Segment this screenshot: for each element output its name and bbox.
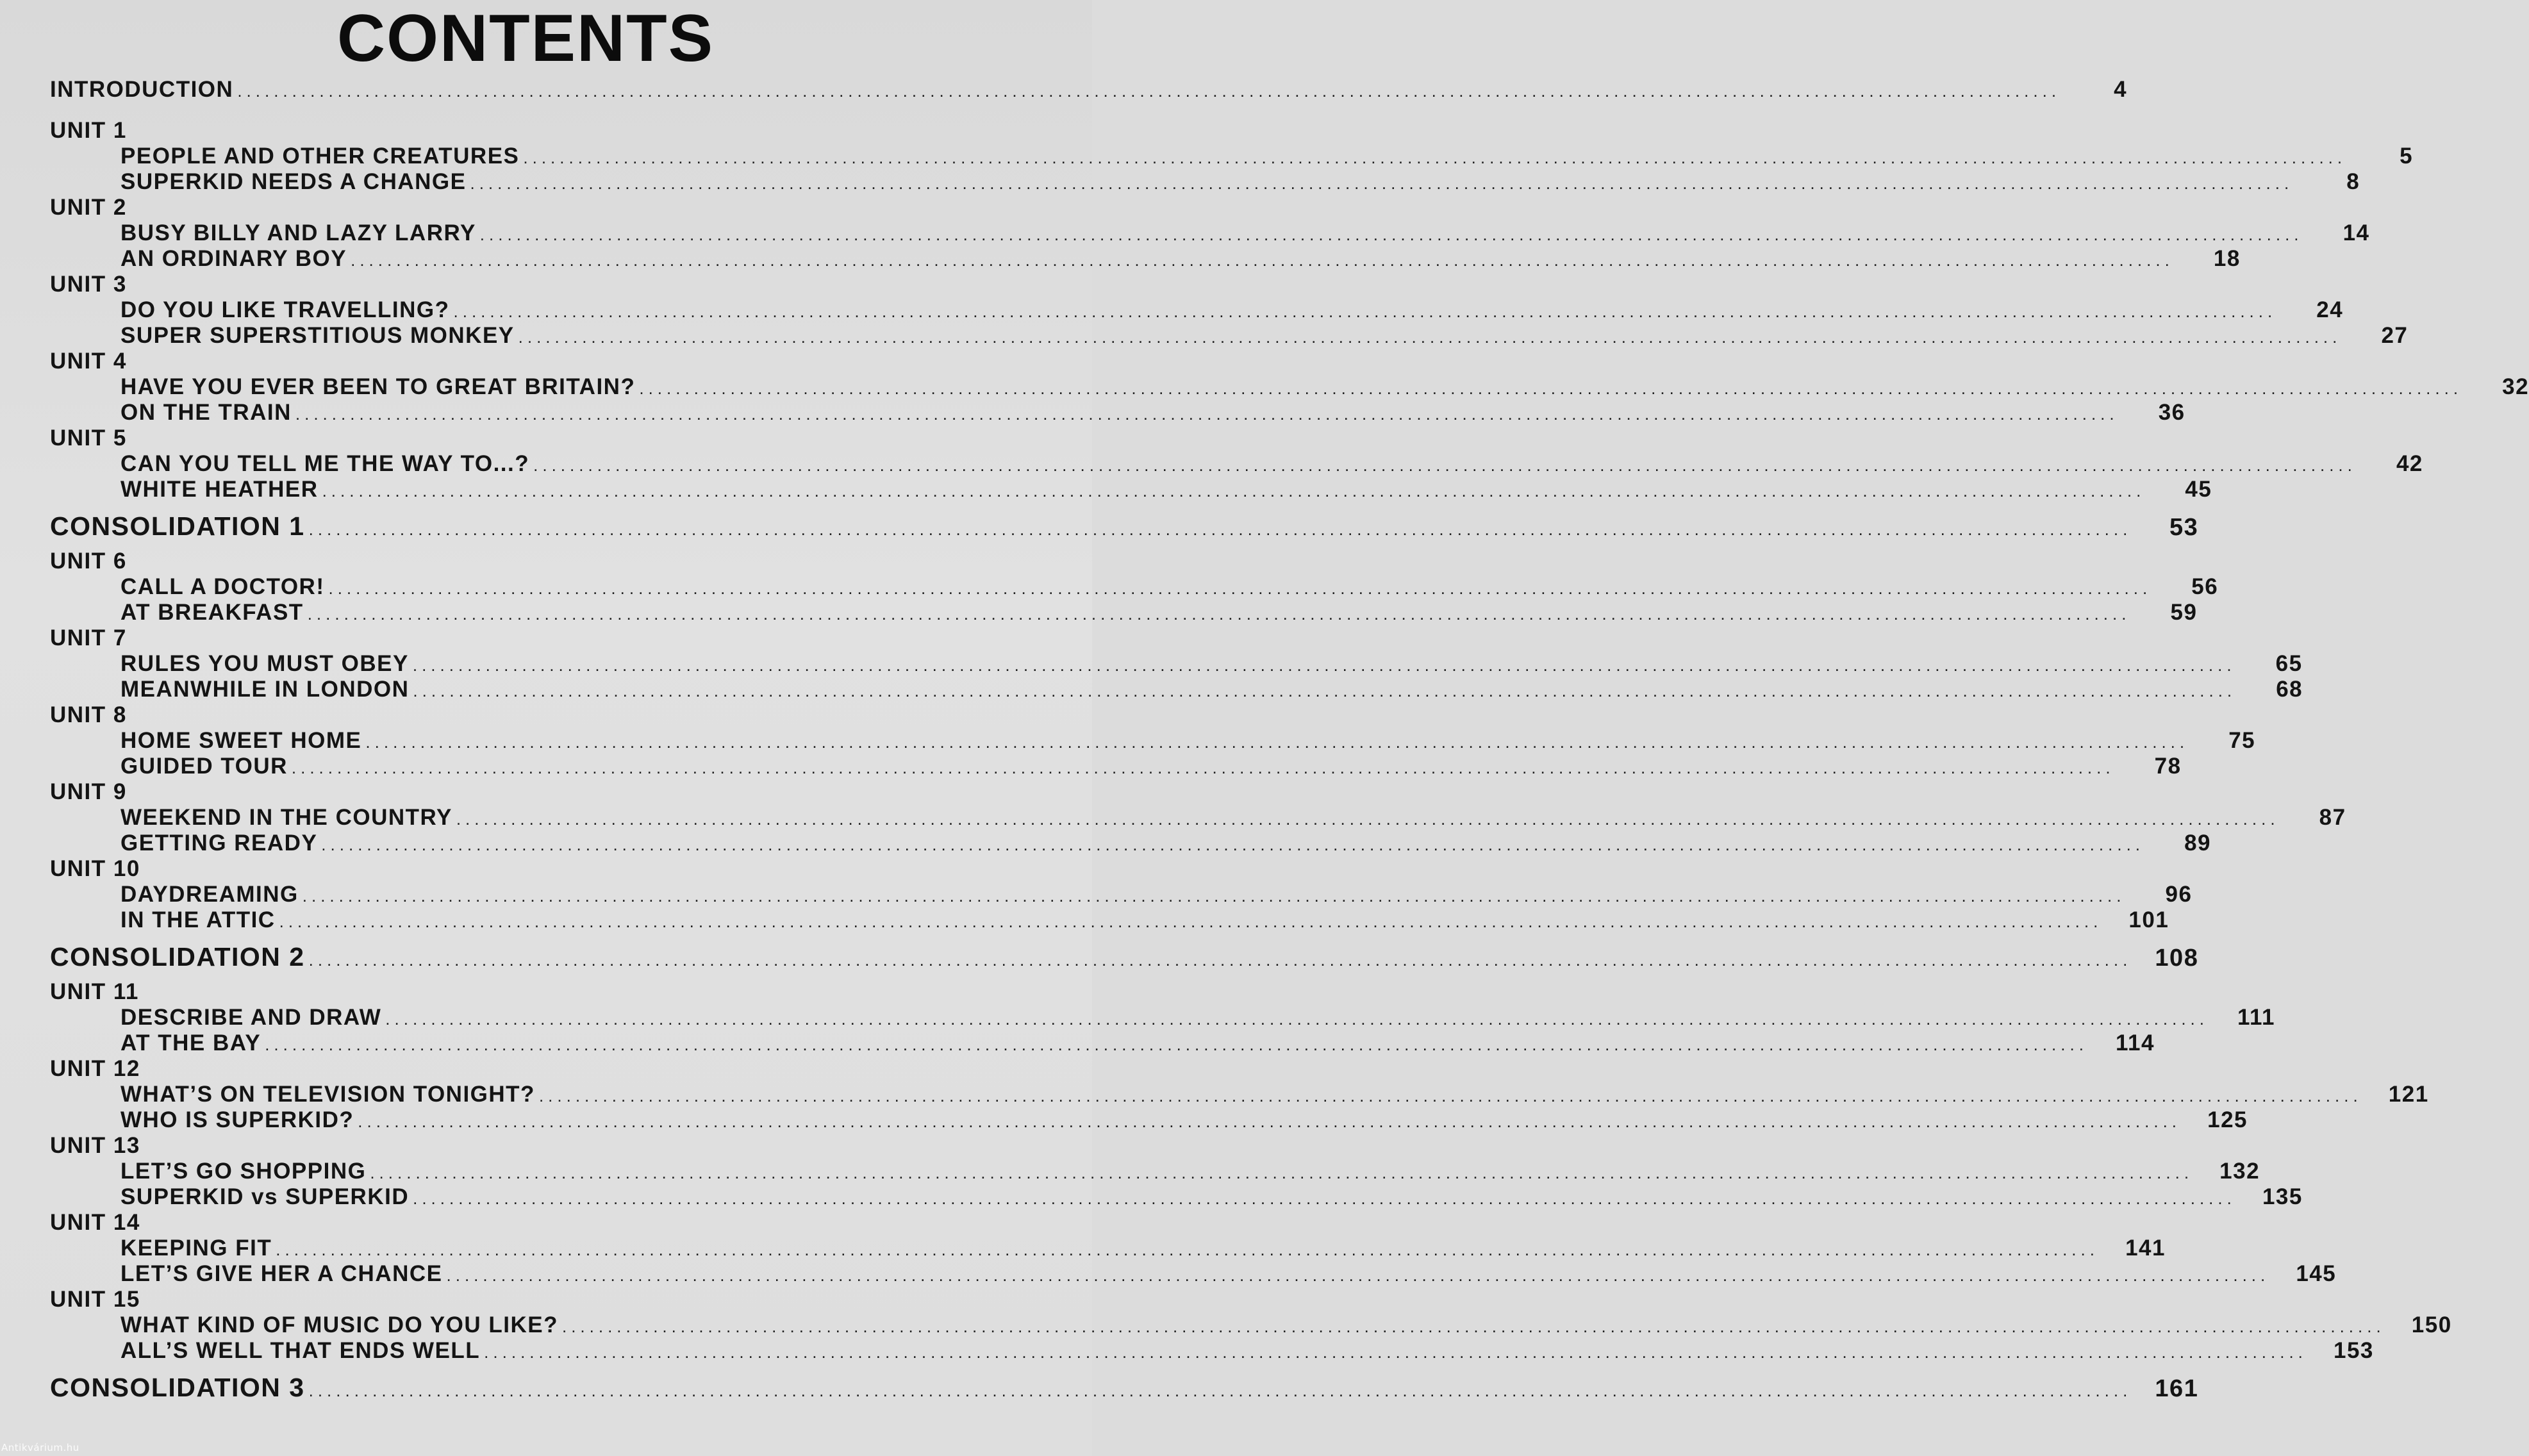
toc-entry-title: BUSY BILLY AND LAZY LARRY <box>120 220 476 245</box>
unit-heading: UNIT 3 <box>50 272 127 297</box>
toc-page-number: 89 <box>2184 831 2212 856</box>
dot-leader: ........................................................................................................................................................................................................ <box>533 456 2357 475</box>
toc-page-number: 59 <box>2170 600 2198 625</box>
unit-block <box>50 702 2256 779</box>
dot-leader: ........................................................................................................................................................................................................ <box>358 1112 2182 1131</box>
page-title: CONTENTS <box>337 1 714 76</box>
toc-entry-lesson <box>50 169 2360 195</box>
dot-leader: ........................................................................................................................................................................................................ <box>291 758 2115 777</box>
toc-page-number: 8 <box>2346 169 2360 194</box>
toc-entry-lesson <box>50 1261 2337 1287</box>
toc-entry-title: RULES YOU MUST OBEY <box>120 651 409 676</box>
toc-entry-lesson <box>50 600 2198 625</box>
unit-block <box>50 426 2423 502</box>
dot-leader: ........................................................................................................................................................................................................ <box>413 681 2237 700</box>
toc-page-number: 75 <box>2228 728 2256 753</box>
toc-entry-title: DO YOU LIKE TRAVELLING? <box>120 297 450 322</box>
toc-page-number: 96 <box>2165 882 2193 907</box>
toc-entry-title: DAYDREAMING <box>120 882 299 907</box>
toc-entry-title: WEEKEND IN THE COUNTRY <box>120 805 452 830</box>
toc-page-number: 78 <box>2154 754 2182 779</box>
dot-leader: ........................................................................................................................................................................................................ <box>470 174 2294 193</box>
dot-leader: ........................................................................................................................................................................................................ <box>351 251 2174 270</box>
unit-block <box>50 625 2303 702</box>
unit-heading: UNIT 14 <box>50 1210 140 1235</box>
toc-entry-lesson <box>50 754 2182 779</box>
toc-entry-title: SUPERKID vs SUPERKID <box>120 1184 410 1209</box>
toc-entry-lesson <box>50 323 2409 349</box>
toc-entry-title: WHO IS SUPERKID? <box>120 1107 354 1132</box>
dot-leader: ........................................................................................................................................................................................................ <box>456 809 2280 829</box>
dot-leader: ........................................................................................................................................................................................................ <box>276 1240 2099 1259</box>
toc-page-number: 141 <box>2125 1236 2166 1261</box>
toc-entry-title: ON THE TRAIN <box>120 400 292 425</box>
unit-heading: UNIT 10 <box>50 856 140 881</box>
unit-heading: UNIT 5 <box>50 426 127 451</box>
toc-page-number: 145 <box>2296 1261 2337 1286</box>
toc-entry-lesson <box>50 220 2370 246</box>
toc-page-number: 121 <box>2388 1082 2429 1107</box>
unit-heading: UNIT 11 <box>50 979 139 1004</box>
toc-entry-title: PEOPLE AND OTHER CREATURES <box>120 144 520 169</box>
toc-page-number: 153 <box>2334 1338 2374 1363</box>
toc-entry-title: LET’S GIVE HER A CHANCE <box>120 1261 443 1286</box>
toc-entry-title: GETTING READY <box>120 831 318 856</box>
toc-entry-title: KEEPING FIT <box>120 1236 272 1261</box>
toc-entry-title: ALL’S WELL THAT ENDS WELL <box>120 1338 481 1363</box>
toc-entry-title: DESCRIBE AND DRAW <box>120 1005 382 1030</box>
toc-entry-lesson <box>50 374 2529 400</box>
toc-page-number: 18 <box>2213 246 2241 271</box>
unit-heading: UNIT 9 <box>50 779 127 804</box>
toc-page-number: 161 <box>2155 1375 2199 1402</box>
toc-entry-title: SUPERKID NEEDS A CHANGE <box>120 169 467 194</box>
watermark: Antikvárium.hu <box>1 1442 79 1453</box>
toc-page-number: 68 <box>2276 677 2303 702</box>
toc-page-number: 45 <box>2185 477 2212 502</box>
dot-leader: ........................................................................................................................................................................................................ <box>265 1035 2088 1054</box>
toc-entry-lesson <box>50 1312 2452 1338</box>
toc-page-number: 32 <box>2502 374 2529 399</box>
unit-block <box>50 856 2193 933</box>
toc-entry-lesson <box>50 831 2212 856</box>
unit-block <box>50 272 2409 349</box>
unit-heading: UNIT 2 <box>50 195 127 220</box>
toc-entry-title: CONSOLIDATION 2 <box>50 942 305 972</box>
toc-page-number: 108 <box>2155 945 2199 972</box>
dot-leader: ........................................................................................................................................................................................................ <box>308 1381 2132 1400</box>
toc-entry-lesson <box>50 246 2241 272</box>
toc-entry-lesson <box>50 651 2303 677</box>
dot-leader: ........................................................................................................................................................................................................ <box>639 379 2463 398</box>
toc-entry-lesson <box>50 1030 2155 1056</box>
dot-leader: ........................................................................................................................................................................................................ <box>307 604 2131 624</box>
toc-entry-title: AT THE BAY <box>120 1030 261 1055</box>
dot-leader: ........................................................................................................................................................................................................ <box>385 1009 2209 1029</box>
dot-leader: ........................................................................................................................................................................................................ <box>308 520 2132 539</box>
unit-heading: UNIT 15 <box>50 1287 140 1312</box>
unit-block <box>50 1133 2303 1210</box>
dot-leader: ........................................................................................................................................................................................................ <box>518 327 2342 347</box>
toc-entry-label: INTRODUCTION <box>50 77 234 102</box>
toc-page-number: 56 <box>2191 574 2219 599</box>
toc-entry-consolidation <box>50 1368 2199 1407</box>
unit-block <box>50 118 2414 195</box>
toc-page-number: 101 <box>2128 907 2169 932</box>
toc-entry-title: CONSOLIDATION 1 <box>50 511 305 541</box>
toc-entry-lesson <box>50 882 2193 907</box>
toc-page-number: 42 <box>2396 451 2423 476</box>
toc-page-number: 4 <box>2114 77 2128 102</box>
toc-page-number: 114 <box>2115 1030 2155 1055</box>
unit-heading: UNIT 12 <box>50 1056 140 1081</box>
toc-page-number: 27 <box>2381 323 2409 348</box>
toc-page-number: 87 <box>2319 805 2346 830</box>
dot-leader: ........................................................................................................................................................................................................ <box>321 835 2145 854</box>
dot-leader: ........................................................................................................................................................................................................ <box>561 1317 2385 1336</box>
toc-entry-lesson <box>50 1005 2276 1030</box>
toc-page-number: 150 <box>2411 1312 2452 1337</box>
toc-entry-lesson <box>50 400 2185 426</box>
dot-leader: ........................................................................................................................................................................................................ <box>453 302 2277 321</box>
toc-entry-lesson <box>50 1236 2166 1261</box>
dot-leader: ........................................................................................................................................................................................................ <box>446 1266 2270 1285</box>
toc-page-number: 24 <box>2316 297 2344 322</box>
toc-entry-lesson <box>50 1184 2303 1210</box>
table-of-contents <box>50 77 2529 1410</box>
dot-leader: ........................................................................................................................................................................................................ <box>370 1163 2194 1182</box>
toc-entry-title: GUIDED TOUR <box>120 754 288 779</box>
unit-block <box>50 779 2346 856</box>
dot-leader: ........................................................................................................................................................................................................ <box>237 81 2061 101</box>
toc-entry-introduction <box>50 77 2128 105</box>
dot-leader: ........................................................................................................................................................................................................ <box>523 148 2347 167</box>
unit-heading: UNIT 6 <box>50 549 127 574</box>
unit-block <box>50 195 2370 272</box>
toc-entry-lesson <box>50 297 2344 323</box>
toc-entry-title: WHAT KIND OF MUSIC DO YOU LIKE? <box>120 1312 558 1337</box>
toc-entry-lesson <box>50 1159 2260 1184</box>
toc-page-number: 111 <box>2237 1005 2276 1030</box>
dot-leader: ........................................................................................................................................................................................................ <box>295 404 2119 424</box>
toc-entry-title: HOME SWEET HOME <box>120 728 362 753</box>
dot-leader: ........................................................................................................................................................................................................ <box>413 1189 2236 1208</box>
toc-entry-title: WHAT’S ON TELEVISION TONIGHT? <box>120 1082 535 1107</box>
toc-entry-title: IN THE ATTIC <box>120 907 276 932</box>
toc-page-number: 125 <box>2207 1107 2248 1132</box>
toc-page-number: 53 <box>2169 514 2199 541</box>
toc-entry-consolidation <box>50 506 2199 546</box>
dot-leader: ........................................................................................................................................................................................................ <box>322 481 2146 500</box>
toc-entry-title: HAVE YOU EVER BEEN TO GREAT BRITAIN? <box>120 374 636 399</box>
unit-block <box>50 349 2529 426</box>
unit-block <box>50 1056 2429 1133</box>
unit-heading: UNIT 1 <box>50 118 127 143</box>
dot-leader: ........................................................................................................................................................................................................ <box>538 1086 2362 1105</box>
toc-entry-lesson <box>50 1082 2429 1107</box>
toc-entry-title: AT BREAKFAST <box>120 600 304 625</box>
toc-entry-title: CONSOLIDATION 3 <box>50 1373 305 1402</box>
dot-leader: ........................................................................................................................................................................................................ <box>279 912 2103 931</box>
dot-leader: ........................................................................................................................................................................................................ <box>479 225 2303 244</box>
toc-entry-lesson <box>50 805 2346 831</box>
unit-heading: UNIT 13 <box>50 1133 140 1158</box>
unit-heading: UNIT 4 <box>50 349 127 374</box>
dot-leader: ........................................................................................................................................................................................................ <box>365 732 2189 752</box>
dot-leader: ........................................................................................................................................................................................................ <box>484 1343 2307 1362</box>
dot-leader: ........................................................................................................................................................................................................ <box>412 656 2236 675</box>
dot-leader: ........................................................................................................................................................................................................ <box>328 579 2152 598</box>
toc-entry-lesson <box>50 1107 2248 1133</box>
unit-block <box>50 1210 2337 1287</box>
toc-entry-lesson <box>50 477 2212 502</box>
toc-entry-title: CALL A DOCTOR! <box>120 574 325 599</box>
toc-entry-title: MEANWHILE IN LONDON <box>120 677 410 702</box>
toc-page-number: 135 <box>2262 1184 2303 1209</box>
toc-entry-lesson <box>50 677 2303 702</box>
dot-leader: ........................................................................................................................................................................................................ <box>302 886 2126 906</box>
toc-entry-title: WHITE HEATHER <box>120 477 319 502</box>
unit-heading: UNIT 7 <box>50 625 127 650</box>
dot-leader: ........................................................................................................................................................................................................ <box>308 950 2132 970</box>
unit-block <box>50 549 2219 625</box>
toc-entry-lesson <box>50 907 2169 933</box>
toc-entry-consolidation <box>50 937 2199 977</box>
toc-entry-title: CAN YOU TELL ME THE WAY TO...? <box>120 451 530 476</box>
toc-entry-title: SUPER SUPERSTITIOUS MONKEY <box>120 323 515 348</box>
toc-page-number: 14 <box>2342 220 2370 245</box>
toc-entry-title: LET’S GO SHOPPING <box>120 1159 367 1184</box>
toc-entry-lesson <box>50 144 2414 169</box>
toc-entry-title: AN ORDINARY BOY <box>120 246 347 271</box>
toc-page-number: 5 <box>2400 144 2414 169</box>
toc-page-number: 36 <box>2158 400 2185 425</box>
toc-page-number: 132 <box>2219 1159 2260 1184</box>
toc-page-number: 65 <box>2275 651 2303 676</box>
toc-entry-lesson <box>50 574 2219 600</box>
toc-entry-lesson <box>50 451 2423 477</box>
toc-entry-lesson <box>50 728 2256 754</box>
unit-block <box>50 1287 2452 1364</box>
unit-heading: UNIT 8 <box>50 702 127 727</box>
toc-entry-lesson <box>50 1338 2374 1364</box>
unit-block <box>50 979 2276 1056</box>
